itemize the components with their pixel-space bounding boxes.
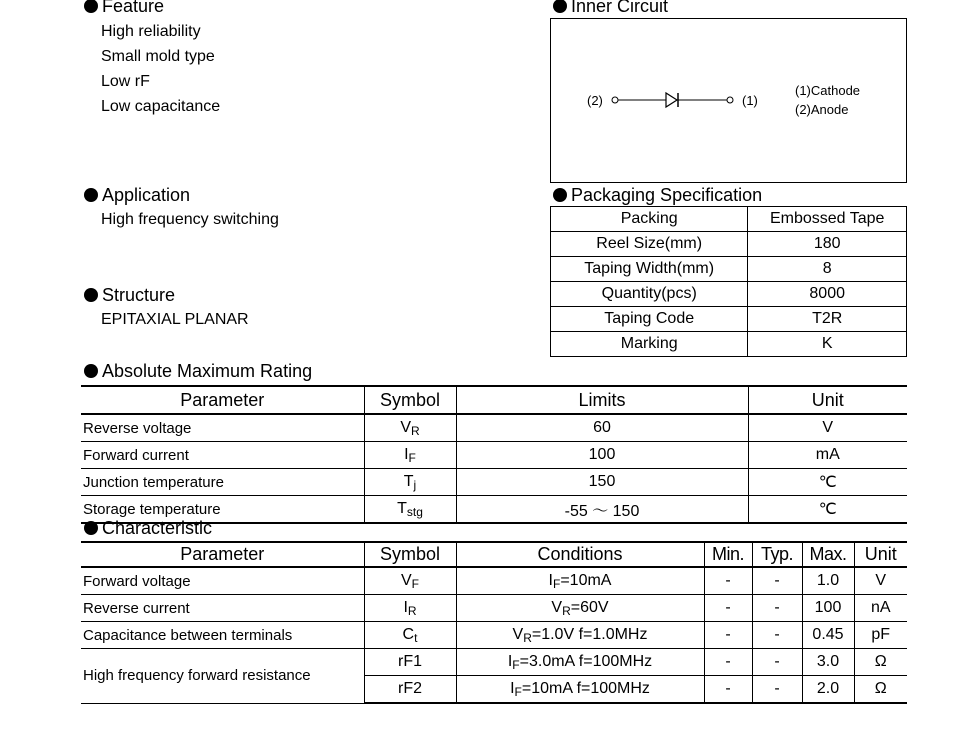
table-row [81,622,907,649]
packaging-table [550,206,907,357]
reel-size-value: 180 [748,232,907,257]
table-row [551,257,907,282]
unit-cell: Ω [854,676,907,704]
feature-list [101,19,220,119]
anode-legend: (2)Anode [795,102,849,117]
max-cell: 1.0 [802,567,854,595]
packaging-heading: Packaging Specification [553,185,762,205]
application-heading: Application [84,185,190,205]
typ-cell: - [752,567,802,595]
symbol-cell: $I_F$ [364,442,456,469]
column-header: Limits [456,386,748,414]
limits-cell: 150 [456,469,748,496]
quantity-value: 8000 [748,282,907,307]
bullet-icon [84,364,98,378]
diode-symbol-icon [609,89,739,111]
unit-cell: Ω [854,649,907,676]
taping-code-label: Taping Code [551,307,748,332]
table-row [81,567,907,595]
symbol-cell: rF1 [364,649,456,676]
table-row [81,442,907,469]
parameter-cell: Forward current [81,442,364,469]
typ-cell: - [752,595,802,622]
inner-circuit-heading: Inner Circuit [553,0,668,16]
column-header: Max. [802,542,854,567]
parameter-cell: High frequency forward resistance [81,649,364,704]
column-header: Conditions [456,542,704,567]
column-header: Parameter [81,386,364,414]
symbol-cell: $T_{stg}$ [364,496,456,524]
parameter-cell: Storage temperature [81,496,364,524]
unit-cell: mA [748,442,907,469]
bullet-icon [553,0,567,13]
unit-cell: V [854,567,907,595]
absolute-max-heading: Absolute Maximum Rating [84,361,312,381]
taping-width-value: 8 [748,257,907,282]
bullet-icon [553,188,567,202]
symbol-cell: $I_R$ [364,595,456,622]
typ-cell: - [752,622,802,649]
column-header: Typ. [752,542,802,567]
symbol-cell: $T_j$ [364,469,456,496]
feature-item: Low rF [101,73,150,90]
typ-cell: - [752,649,802,676]
application-item: High frequency switching [101,211,279,228]
conditions-cell: $I_F=3.0mA$ f=100MHz [456,649,704,676]
max-cell: 100 [802,595,854,622]
symbol-cell: $V_R$ [364,414,456,442]
taping-code-value: T2R [748,307,907,332]
table-header-row [81,386,907,414]
conditions-cell: $I_F=10mA$ f=100MHz [456,676,704,704]
symbol-cell: $V_F$ [364,567,456,595]
unit-cell: V [748,414,907,442]
column-header: Parameter [81,542,364,567]
conditions-cell: $I_F=10mA$ [456,567,704,595]
parameter-cell: Reverse current [81,595,364,622]
column-header: Unit [854,542,907,567]
conditions-cell: $V_R=60V$ [456,595,704,622]
min-cell: - [704,567,752,595]
structure-heading: Structure [84,285,175,305]
structure-item: EPITAXIAL PLANAR [101,311,249,328]
unit-cell: nA [854,595,907,622]
cathode-legend: (1)Cathode [795,83,861,98]
parameter-cell: Junction temperature [81,469,364,496]
column-header: Symbol [364,542,456,567]
feature-heading: Feature [84,0,164,16]
inner-circuit-box [550,18,907,183]
parameter-cell: Forward voltage [81,567,364,595]
packing-value: Embossed Tape [748,207,907,232]
marking-label: Marking [551,332,748,357]
max-cell: 2.0 [802,676,854,704]
unit-cell: pF [854,622,907,649]
bullet-icon [84,521,98,535]
marking-value: K [748,332,907,357]
limits-cell: -55 ～ 150 [456,496,748,524]
feature-item: Small mold type [101,48,215,65]
bullet-icon [84,288,98,302]
min-cell: - [704,676,752,704]
table-row [81,595,907,622]
table-row [81,469,907,496]
table-row [81,414,907,442]
limits-cell: 60 [456,414,748,442]
max-cell: 3.0 [802,649,854,676]
unit-cell: ℃ [748,469,907,496]
taping-width-label: Taping Width(mm) [551,257,748,282]
quantity-label: Quantity(pcs) [551,282,748,307]
limits-cell: 100 [456,442,748,469]
column-header: Unit [748,386,907,414]
characteristic-heading: Characteristic [84,518,212,538]
column-header: Min. [704,542,752,567]
pin-1-label: (1) [742,93,758,108]
column-header: Symbol [364,386,456,414]
parameter-cell: Reverse voltage [81,414,364,442]
table-row [551,332,907,357]
conditions-cell: $V_R=1.0V$ f=1.0MHz [456,622,704,649]
min-cell: - [704,649,752,676]
table-row [551,282,907,307]
feature-item: High reliability [101,23,201,40]
min-cell: - [704,622,752,649]
max-cell: 0.45 [802,622,854,649]
table-row [551,307,907,332]
table-row [551,207,907,232]
absolute-max-table [81,385,907,524]
packing-label: Packing [551,207,748,232]
table-row [551,232,907,257]
pin-2-label: (2) [587,93,603,108]
typ-cell: - [752,676,802,704]
table-header-row [81,542,907,567]
feature-item: Low capacitance [101,98,221,115]
unit-cell: ℃ [748,496,907,524]
min-cell: - [704,595,752,622]
reel-size-label: Reel Size(mm) [551,232,748,257]
characteristic-table [81,541,907,704]
bullet-icon [84,0,98,13]
bullet-icon [84,188,98,202]
symbol-cell: $C_t$ [364,622,456,649]
parameter-cell: Capacitance between terminals [81,622,364,649]
table-row [81,649,907,676]
symbol-cell: rF2 [364,676,456,704]
